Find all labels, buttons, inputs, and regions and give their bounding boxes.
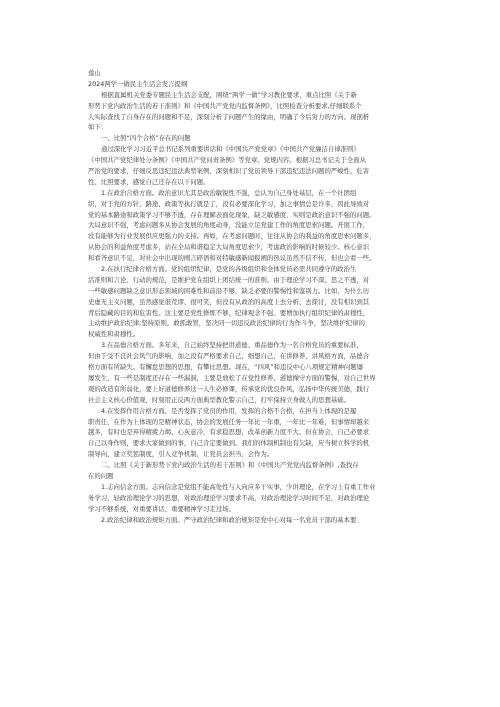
text-line: 严治党的要求，仔细反思违纪违法典型案例，深刻相识了党员领导干部违纪违法问题的严峻性、危害 [88,167,370,176]
text-line: 务学习，轻政治理论学习的思想，对政治理论学习要求不高，对政治理论学习时间不足，对政治理论 [88,493,370,502]
paragraph [88,460,418,482]
text-line: 在的问题 [88,471,114,480]
text-line: 制导向，建立奖惩制度，引入竞争机制，让党员会担当、会作为。 [88,450,274,459]
text-line: 4.在发挥作用合格方面。是否发挥了党员的作用，发挥的合格不合格，在担当上体现的是履 [101,406,357,415]
paragraph [88,133,418,144]
text-line: 学习不够系统，对重要讲话、重要精神学习走过场。 [88,504,235,513]
text-line: 如下： [88,123,108,132]
text-line: 自己以身作则，要求大家做到的事，自己肯定要做到。我们的体制机制也有欠缺，应当树立科学的机 [88,439,370,448]
text-line: 但由于受不良社会风气的影响，加之没有严格要求自己，细想自己，在讲修养、讲风格方面，品德合 [88,352,370,361]
text-line: 一些敏感问题缺乏意识形态领域的困难性和前沿不够，缺乏必要的警惕性和鉴别力。比如，为什么历 [88,286,370,295]
paragraph [88,188,418,264]
text-line: 从协会的利益角度考虑多，站在全局和谐稳定大局角度思索少，考虑政治影响的时候较少。核心意识 [88,243,370,252]
text-line: 格方面有所缺失。有懈怠思想的思想，有攀比思想。现在，“四风”和违反中心八项规定精神问题屡 [88,363,364,372]
text-line: 史虚无主义问题，虽然感觉很荒谬、很可笑，但没有从政治的高度上去分析、去探讨，没有相识到其 [88,297,370,306]
text-line: 和看齐意识不足，对社会中出现的阐言碎语和对特敏感新闻报阐的热议虽然不信不传，但也会看一些。 [88,254,376,263]
text-line: 2.政治纪律和政治规矩方面。严守政治纪律和政治规矩是党中心对每一名党员干部的基本要 [101,515,357,524]
text-line: 没有能够为行业发展供应更强力的支持。再如，在考虑问题时，往往从协会的利益的角度思索问题多， [88,232,376,241]
text-line: 1.志向信念方面。志向信念是党组不能高处性与入向应多干实事，少讲理论，在学习上有重工作业 [101,482,376,491]
text-line: 根据直属机关党委专题民主生活会支配，围绕“两学一做”学习教化要求，重点比照《关于新 [101,90,357,99]
text-line: 党的基本路途和政策学习不够不透，存在理解表面化现象，缺乏敏感度，实则是政治意识不强的问题。 [88,210,376,219]
document-body [88,68,418,525]
text-line: 越多，有时也是弃得精疲力竭，心灰意冷，有求稳思想，改革创新力度不大。但在协会，自己必要求 [88,428,370,437]
paragraph [88,90,418,134]
text-line: 1.在政治合格方面。政治意识尤其是政治敏锐性不强，总认为自己身处基层，在一个社团组 [101,188,357,197]
paragraph-list [88,90,418,526]
text-line: 2.在执行纪律合格方面。党的组织纪律，是党的各级组织和全体党员必需共同遵守的政治生 [101,265,357,274]
text-line: 通过深化学习习近平总书记系列重要讲话和《中国共产党党章》《中国共产党廉洁自律准则》 [101,145,360,154]
text-line: 活准则和言论、行动的规范，是维护党在组织上团结统一的准则。由于理论学习不深、思之不透，对 [88,275,370,284]
paragraph [88,406,418,460]
author-line: 莲山 [88,69,101,77]
paragraph [88,144,418,188]
text-line: 背后隐藏的目的和危害性。这主要是党性修炼不够，纪律观念不强。要增加执行组织纪律的肃穆性， [88,308,370,317]
text-line: 大局意识不强，考虑问题多从协会发展的角度动身，没能立足党建工作的角度思索问题。开展工作， [88,221,370,230]
text-line: 职责任，在作为上体现的是精神状态，协会的发展任务一年比一年重，一年比一年难，但事情却越来 [88,417,370,426]
text-line: 3.在品德合格方面。多年来，自己始终坚持把讲道德、重品德作为一名合格党员的重要标准， [101,341,363,350]
paragraph [88,264,418,340]
text-line: 二、比照《关于新形势下党内政治生活的若干准则》和《中国共产党党内监督条例》,查找存 [101,461,359,470]
text-line: 织，对于党的方针、路途、政策等执行就是了，没有必要深化学习，加之事情总是许多，因此导致对 [88,199,370,208]
text-line: 观的改造有所弱化，要上好道德修养这一人生必修课，传承党的优良作风，弘扬中华传统美德，践行 [88,384,370,393]
text-line: 主动维护政治纪律;坚持原则，敢抓敢管，坚决同一切违反政治纪律的行为作斗争，坚决维护纪律的 [88,319,365,328]
text-line: 人实际查找了自身存在的问题和不足，深刻分析了问题产生的缘由，明确了今后努力的方向。现剖析 [88,112,370,121]
paragraph [88,515,418,526]
text-line: 一、比照“四个合格”存在的问题 [101,134,191,143]
text-line: 形势下党内政治生活的若干准则》和《中国共产党党内监督条例》，比照检查分析要求,仔细联系个 [88,101,362,110]
text-line: 屡发生，有一些是制度还存在一些漏洞，主要是放松了在党性修养、道德操守方面的警惕，对自己世界 [88,373,376,382]
text-line: 权威性和肃穆性。 [88,330,140,339]
paragraph [88,340,418,405]
text-line: 《中国共产党纪律处分条例》《中国共产党问责条例》等党章、党规内容。根据习总书记关于全面从 [88,156,366,165]
paragraph [88,482,418,515]
text-line: 性、比照要求，感觉自己还存在以下问题。 [88,177,210,186]
text-line: 社会主义核心价值观，时刻用正反两方面典型教化警示自己，打牢保持立身做人的思想基础。 [88,395,351,404]
document-title: 2024两学一做民主生活会发言提纲 [88,79,188,88]
